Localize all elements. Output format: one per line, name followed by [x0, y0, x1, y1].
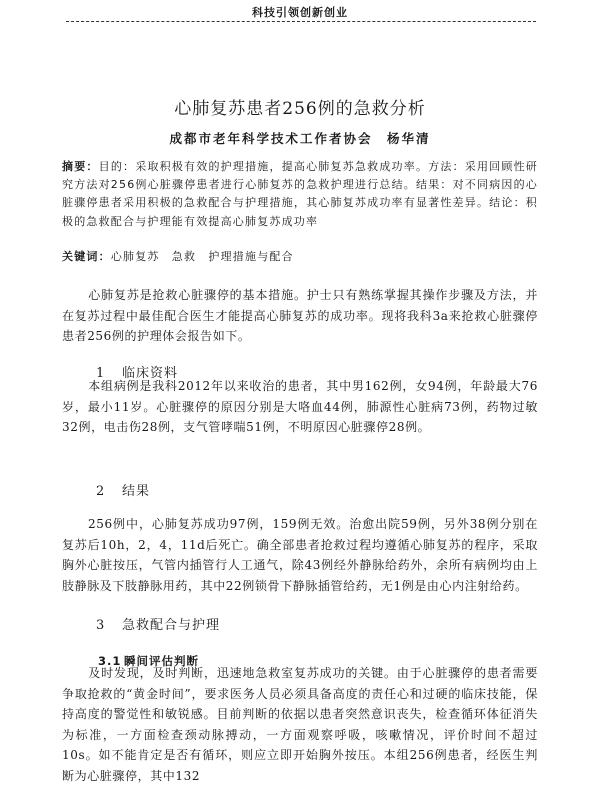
- abstract-label: 摘要：: [62, 160, 99, 173]
- section-2-text: 256例中，心肺复苏成功97例，159例无效。治愈出院59例，另外38例分别在复苏后10h，2，4，11d后死亡。确全部患者抢救过程均遵循心肺复苏的程序，采取胸外心脏按压，气管内插管行人工通气，除43例经外静脉给药外，余所有病例均由上肢静脉及下肢静脉用药，其中22例锁骨下静脉插管给药，无1例是由心内注射给药。: [62, 517, 538, 593]
- section-2-number: 2: [96, 484, 106, 499]
- keywords-text: 心肺复苏 急救 护理措施与配合: [110, 250, 294, 263]
- section-2-paragraph: [62, 514, 538, 596]
- section-3-number: 3: [96, 618, 106, 633]
- section-heading-2: [96, 480, 150, 499]
- section-2-title: 结果: [122, 484, 151, 499]
- intro-paragraph: [62, 285, 538, 347]
- abstract: [62, 158, 538, 231]
- section-1-paragraph: [62, 376, 538, 438]
- author-line: 成都市老年科学技术工作者协会 杨华清: [169, 131, 431, 146]
- journal-header: 科技引领创新创业: [252, 6, 348, 19]
- keywords-label: 关键词：: [62, 250, 111, 263]
- subsection-3-1-title: 瞬间评估判断: [124, 654, 199, 668]
- subsection-3-1-paragraph: [62, 663, 538, 786]
- section-3-title: 急救配合与护理: [122, 618, 221, 633]
- section-1-text: 本组病例是我科2012年以来收治的患者，其中男162例，女94例，年龄最大76岁，最小11岁。心脏骤停的原因分别是大咯血44例，肺源性心脏病73例，药物过敏32例，电击伤28例，支气管哮喘51例，不明原因心脏骤停28例。: [62, 379, 538, 434]
- section-1-number: 1: [96, 366, 106, 381]
- abstract-text: 目的：采取积极有效的护理措施，提高心肺复苏急救成功率。方法：采用回顾性研究方法对256例心脏骤停患者进行心肺复苏的急救护理进行总结。结果：对不同病因的心脏骤停患者采用积极的急救配合与护理措施，其心肺复苏成功率有显著性差异。结论：积极的急救配合与护理能有效提高心肺复苏成功率: [62, 160, 538, 228]
- section-heading-3: [96, 614, 220, 633]
- subsection-3-1-number: 3.1: [98, 654, 122, 668]
- intro-text: 心肺复苏是抢救心脏骤停的基本措施。护士只有熟练掌握其操作步骤及方法，并在复苏过程中最佳配合医生才能提高心肺复苏的成功率。现将我科3a来抢救心脏骤停患者256例的护理体会报告如下。: [62, 288, 538, 343]
- article-title: 心肺复苏患者256例的急救分析: [174, 99, 426, 119]
- subsection-3-1-text: 及时发现，及时判断，迅速地急救室复苏成功的关键。由于心脏骤停的患者需要争取抢救的“黄金时间”，要求医务人员必须具备高度的责任心和过硬的临床技能，保持高度的警觉性和敏锐感。目前判断的依据以患者突然意识丧失，检查循环体征消失为标准，一方面检查颈动脉搏动，一方面观察呼吸，咳嗽情况，评价时间不超过10s。如不能肯定是否有循环，则应立即开始胸外按压。本组256例患者，经医生判断为心脏骤停，其中132: [62, 666, 538, 783]
- keywords: [62, 248, 538, 264]
- header-rule: [66, 21, 536, 22]
- section-1-title: 临床资料: [122, 366, 179, 381]
